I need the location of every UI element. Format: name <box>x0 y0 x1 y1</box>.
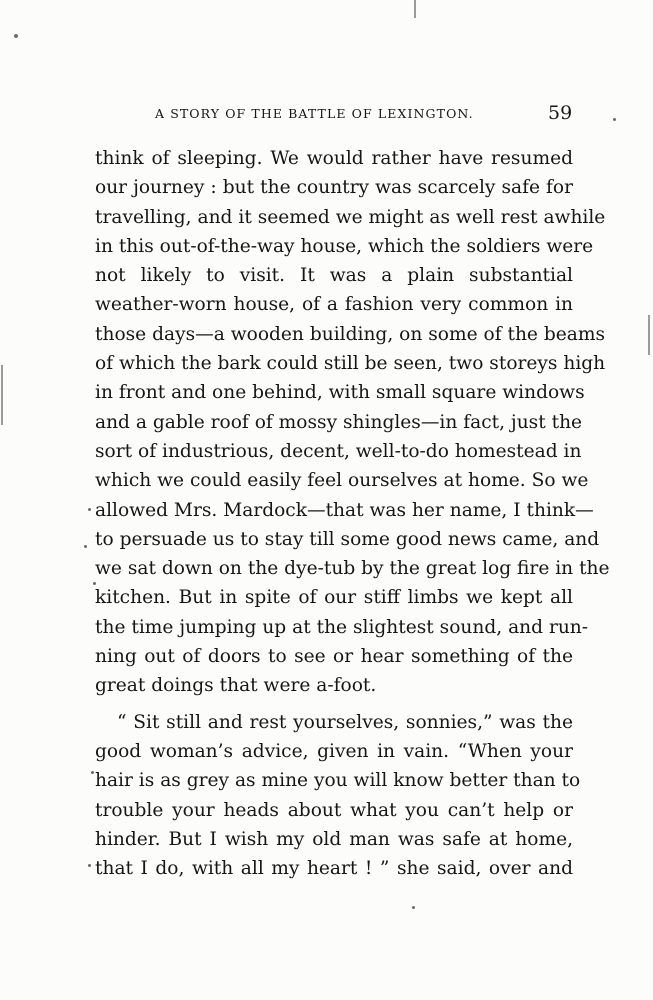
text-line: trouble your heads about what you can’t help or <box>95 799 573 821</box>
body-text <box>95 144 610 883</box>
paragraph-1 <box>95 144 610 701</box>
text-line: the time jumping up at the slightest sound, and run- <box>95 616 589 638</box>
text-line: sort of industrious, decent, well-to-do homestead in <box>95 440 582 462</box>
text-line: we sat down on the dye-tub by the great log fire in the <box>95 558 610 580</box>
text-line: in this out-of-the-way house, which the soldiers were <box>95 235 594 257</box>
text-line: hinder. But I wish my old man was safe at home, <box>95 828 573 850</box>
text-line: good woman’s advice, given in vain. “When your <box>95 740 573 762</box>
scan-speck <box>91 771 94 774</box>
text-line: our journey : but the country was scarcely safe for <box>95 177 573 199</box>
scan-speck <box>84 545 87 548</box>
text-line: and a gable roof of mossy shingles—in fact, just the <box>95 411 583 433</box>
scan-speck <box>14 34 18 38</box>
text-line: which we could easily feel ourselves at home. So we <box>95 470 589 492</box>
text-line: weather-worn house, of a fashion very common in <box>95 294 573 316</box>
paragraph-2 <box>95 708 581 884</box>
text-line: ning out of doors to see or hear something of the <box>95 646 573 668</box>
text-line: think of sleeping. We would rather have resumed <box>95 148 573 169</box>
scan-edge-mark <box>1 365 3 425</box>
scan-edge-mark <box>648 315 650 355</box>
text-line: great doings that were a-foot. <box>95 675 377 697</box>
scan-speck <box>613 118 616 121</box>
scan-speck <box>88 508 91 511</box>
text-line: those days—a wooden building, on some of the beams <box>95 323 606 345</box>
text-line: in front and one behind, with small square windows <box>95 382 585 404</box>
scan-edge-mark <box>414 0 416 18</box>
scan-speck <box>412 906 415 909</box>
text-line: travelling, and it seemed we might as well rest awhile <box>95 206 606 228</box>
text-line: that I do, with all my heart ! ” she said, over and <box>95 858 573 880</box>
text-line: allowed Mrs. Mardock—that was her name, I think— <box>95 499 594 521</box>
scan-speck <box>88 864 91 867</box>
page-number: 59 <box>548 102 573 124</box>
running-title: A STORY OF THE BATTLE OF LEXINGTON. <box>155 106 474 121</box>
paragraph-gap <box>95 701 573 708</box>
scan-speck <box>93 582 96 585</box>
text-line: kitchen. But in spite of our stiff limbs we kept all <box>95 587 573 609</box>
text-line: to persuade us to stay till some good news came, and <box>95 528 600 550</box>
running-header <box>0 100 653 130</box>
text-line: of which the bark could still be seen, two storeys high <box>95 353 606 375</box>
text-line: “ Sit still and rest yourselves, sonnies,” was the <box>117 711 573 733</box>
text-line: not likely to visit. It was a plain substantial <box>95 265 573 287</box>
text-line: hair is as grey as mine you will know better than to <box>95 770 581 792</box>
